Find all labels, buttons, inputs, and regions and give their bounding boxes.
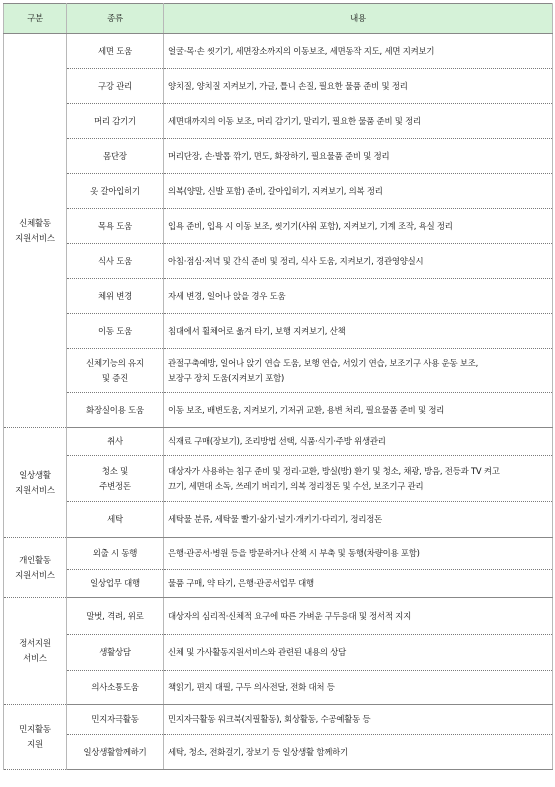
- content-text: 머리단장, 손·발톱 깎기, 면도, 화장하기, 필요물품 준비 및 정리: [168, 150, 390, 161]
- type-label: 체위 변경: [97, 290, 133, 301]
- content-text: 물품 구매, 약 타기, 은행·관공서업무 대행: [168, 578, 314, 588]
- type-cell: [67, 279, 164, 314]
- table-row: [4, 139, 553, 174]
- category-label: 개인활동: [19, 554, 51, 565]
- content-cell: [164, 502, 553, 538]
- type-cell: [67, 735, 164, 770]
- table-row: [4, 244, 553, 279]
- content-cell: [164, 671, 553, 705]
- content-cell: [164, 538, 553, 570]
- content-text: 식재료 구매(장보기), 조리방법 선택, 식품·식기·주방 위생관리: [168, 436, 386, 446]
- type-label: 목욕 도움: [97, 220, 133, 231]
- category-label: 서비스: [23, 653, 47, 663]
- type-cell: [67, 244, 164, 279]
- table-row: [4, 671, 553, 705]
- category-label: 신체활동: [19, 217, 51, 228]
- type-label: 외출 시 동행: [92, 548, 138, 558]
- type-label: 민지자극활동: [91, 714, 139, 724]
- content-text: 양치질, 양치질 지켜보기, 가글, 틀니 손질, 필요한 물품 준비 및 정리: [168, 80, 408, 91]
- type-cell: [67, 705, 164, 735]
- header-row: [4, 4, 553, 34]
- content-text: 은행·관공서·병원 등을 방문하거나 산책 시 부축 및 동행(차량이용 포함): [168, 548, 420, 558]
- content-cell: [164, 34, 553, 69]
- category-label: 정서지원: [19, 638, 51, 648]
- content-text: 책읽기, 편지 대필, 구두 의사전달, 전화 대처 등: [168, 682, 335, 692]
- type-label: 몸단장: [103, 150, 127, 161]
- type-label: 일상생활함께하기: [83, 746, 147, 757]
- content-cell: [164, 705, 553, 735]
- content-text: 자세 변경, 일어나 앉을 경우 도움: [168, 290, 286, 301]
- type-cell: [67, 502, 164, 538]
- type-cell: [67, 34, 164, 69]
- content-cell: [164, 735, 553, 770]
- type-cell: [67, 69, 164, 104]
- type-label: 구강 관리: [97, 80, 133, 91]
- type-cell: [67, 570, 164, 598]
- type-cell: [67, 538, 164, 570]
- type-cell: [67, 174, 164, 209]
- header-category: 구분: [4, 4, 67, 34]
- type-cell: [67, 428, 164, 456]
- type-label: 신체기능의 유지: [86, 357, 144, 368]
- type-label: 이동 도움: [97, 325, 133, 336]
- type-cell: [67, 671, 164, 705]
- type-label: 화장실이용 도움: [86, 404, 144, 415]
- table-row: [4, 209, 553, 244]
- type-label: 의사소통도움: [91, 682, 139, 692]
- content-text: 얼굴·목·손 씻기기, 세면장소까지의 이동보조, 세면동작 지도, 세면 지켜보기: [168, 45, 435, 56]
- table-row: [4, 735, 553, 770]
- category-label: 지원서비스: [15, 569, 55, 580]
- table-row: [4, 279, 553, 314]
- content-cell: [164, 598, 553, 635]
- header-content: 내용: [164, 4, 553, 34]
- type-label: 취사: [107, 436, 123, 446]
- content-text: 대상자의 심리적·신체적 요구에 따른 가벼운 구두응대 및 정서적 지지: [168, 610, 412, 621]
- table-row: [4, 456, 553, 502]
- type-label: 식사 도움: [97, 255, 133, 266]
- table-row: [4, 104, 553, 139]
- service-table: [3, 3, 553, 770]
- type-label: 및 증진: [101, 372, 129, 383]
- table-row: [4, 598, 553, 635]
- type-cell: [67, 349, 164, 393]
- header-type: 종류: [67, 4, 164, 34]
- category-label: 지원서비스: [15, 484, 55, 495]
- type-label: 머리 감기기: [94, 115, 136, 126]
- type-cell: [67, 598, 164, 635]
- table-body: [4, 34, 553, 770]
- type-label: 일상업무 대행: [90, 578, 140, 588]
- type-label: 세면 도움: [97, 45, 133, 56]
- content-text: 아침·점심·저녁 및 간식 준비 및 정리, 식사 도움, 지켜보기, 경관영양실시: [168, 255, 424, 266]
- content-cell: [164, 244, 553, 279]
- table-row: [4, 705, 553, 735]
- content-cell: [164, 209, 553, 244]
- category-label: 지원서비스: [15, 232, 55, 243]
- category-cell: [4, 538, 67, 598]
- content-text: 신체 및 가사활동지원서비스와 관련된 내용의 상담: [168, 647, 347, 657]
- category-label: 일상생활: [19, 469, 51, 480]
- type-label: 생활상담: [99, 647, 131, 657]
- table-row: [4, 428, 553, 456]
- content-text: 이동 보조, 배변도움, 지켜보기, 기저귀 교환, 용변 처리, 필요물품 준비 및 정리: [168, 404, 445, 415]
- table-row: [4, 393, 553, 428]
- type-cell: [67, 314, 164, 349]
- content-text: 대상자가 사용하는 침구 준비 및 정리·교환, 방실(방) 환기 및 청소, 채광, 방음, 전등과 TV 켜고: [168, 465, 500, 476]
- table-row: [4, 314, 553, 349]
- content-cell: [164, 174, 553, 209]
- table-row: [4, 502, 553, 538]
- category-label: 민지활동: [19, 724, 51, 734]
- type-label: 옷 갈아입히기: [90, 185, 140, 196]
- content-cell: [164, 279, 553, 314]
- type-cell: [67, 456, 164, 502]
- content-cell: [164, 428, 553, 456]
- content-text: 의복(양말, 신발 포함) 준비, 갈아입히기, 지켜보기, 의복 정리: [168, 185, 383, 196]
- table-row: [4, 635, 553, 671]
- content-text: 관절구축예방, 일어나 앉기 연습 도움, 보행 연습, 서있기 연습, 보조기구 사용 운동 보조,: [168, 357, 479, 368]
- table-row: [4, 349, 553, 393]
- type-label: 말벗, 격려, 위로: [86, 610, 144, 621]
- type-cell: [67, 635, 164, 671]
- content-cell: [164, 139, 553, 174]
- category-cell: [4, 428, 67, 538]
- type-cell: [67, 393, 164, 428]
- type-cell: [67, 139, 164, 174]
- category-label: 지원: [27, 739, 43, 749]
- table-row: [4, 570, 553, 598]
- content-text: 침대에서 휠체어로 옮겨 타기, 보행 지켜보기, 산책: [168, 325, 346, 336]
- content-text: 입욕 준비, 입욕 시 이동 보조, 씻기기(샤워 포함), 지켜보기, 기계 조작, 욕실 정리: [168, 220, 453, 231]
- content-cell: [164, 635, 553, 671]
- content-cell: [164, 349, 553, 393]
- table-row: [4, 69, 553, 104]
- content-cell: [164, 314, 553, 349]
- table-row: [4, 34, 553, 69]
- table-row: [4, 538, 553, 570]
- content-cell: [164, 69, 553, 104]
- content-text: 세탁물 분류, 세탁물 빨기·삶기·널기·개키기·다리기, 정리정돈: [168, 514, 382, 524]
- content-cell: [164, 456, 553, 502]
- content-text: 세면대까지의 이동 보조, 머리 감기기, 말리기, 필요한 물품 준비 및 정리: [168, 115, 421, 126]
- category-cell: [4, 598, 67, 705]
- type-label: 세탁: [107, 514, 123, 524]
- content-text: 세탁, 청소, 전화걸기, 장보기 등 일상생활 함께하기: [168, 746, 348, 757]
- table-row: [4, 174, 553, 209]
- content-text: 보장구 장치 도움(지켜보기 포함): [168, 372, 285, 383]
- content-text: 민지자극활동 워크북(지필활동), 회상활동, 수공예활동 등: [168, 714, 371, 724]
- category-cell: [4, 705, 67, 770]
- type-cell: [67, 104, 164, 139]
- content-text: 끄기, 세면대 소독, 쓰레기 버리기, 의복 정리정돈 및 수선, 보조기구 관리: [168, 480, 424, 491]
- content-cell: [164, 570, 553, 598]
- type-cell: [67, 209, 164, 244]
- category-cell: [4, 34, 67, 428]
- type-label: 주변정돈: [99, 480, 131, 491]
- content-cell: [164, 393, 553, 428]
- content-cell: [164, 104, 553, 139]
- type-label: 청소 및: [101, 465, 129, 476]
